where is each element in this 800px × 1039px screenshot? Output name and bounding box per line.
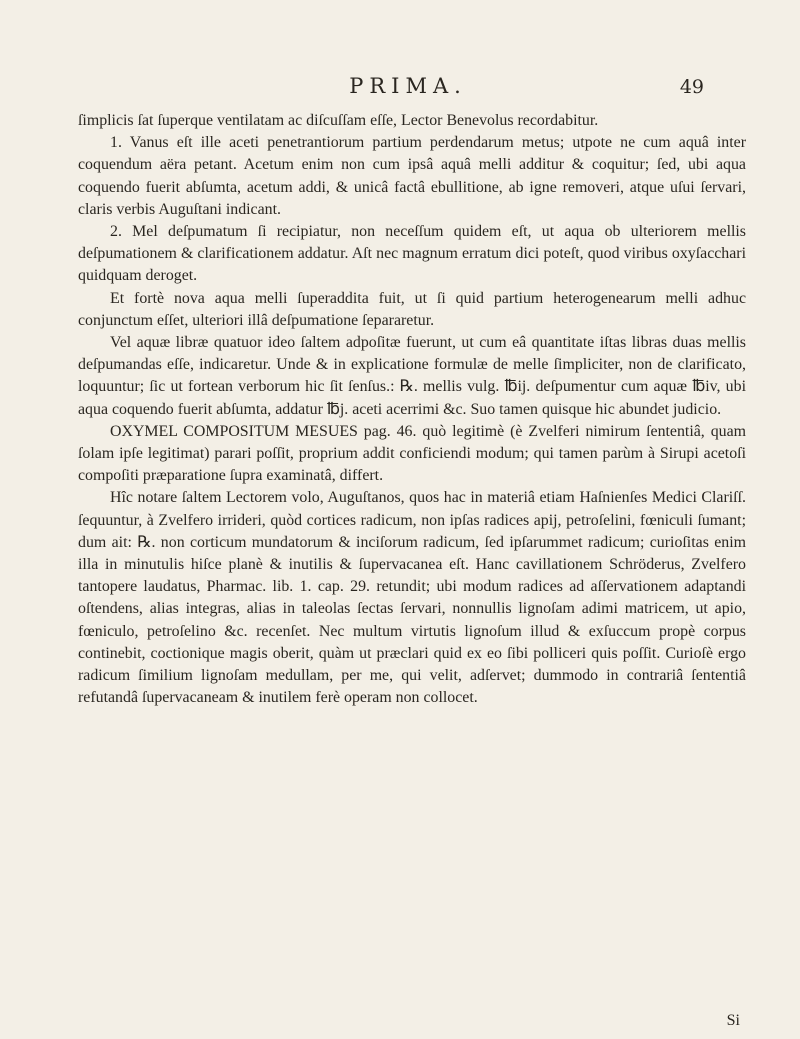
paragraph-2: 2. Mel deſpumatum ſi recipiatur, non neceſſum quidem eſt, ut aqua ob ulteriorem mellis deſpumationem & clarificationem addatur. Aſt nec magnum erratum dici poteſt, quod viribus oxyſacchari quidquam deroget. — [78, 223, 746, 285]
body-text — [78, 110, 746, 709]
paragraph-oxymel: OXYMEL COMPOSITUM MESUES pag. 46. quò legitimè (è Zvelferi nimirum ſententiâ, quam ſolam ipſe legitimat) parari poſſit, proprium addit conficiendi modum; qui tamen parùm à Sirupi acetoſi compoſiti præparatione ſupra examinatâ, differt. — [78, 422, 746, 485]
page-number: 49 — [679, 76, 704, 98]
running-title: PRIMA. — [349, 74, 467, 98]
paragraph-3: Et fortè nova aqua melli ſuperaddita fuit, ut ſi quid partium heterogenearum melli adhuc conjunctum eſſet, ulteriori illâ deſpumatione ſepararetur. — [78, 289, 746, 329]
catchword: Si — [726, 1012, 740, 1029]
paragraph-continuation: ſimplicis ſat ſuperque ventilatam ac diſcuſſam eſſe, Lector Benevolus recordabitur. — [78, 112, 599, 129]
page-header — [96, 74, 720, 104]
paragraph-1: 1. Vanus eſt ille aceti penetrantiorum partium perdendarum metus; utpote ne cum aquâ inter coquendum aëra petant. Acetum enim non cum ipsâ aquâ melli additur & coquitur; ſed, ubi aqua coquendo fuerit abſumta, acetum addi, & unicâ factâ ebullitione, ab igne removeri, atque uſui ſervari, claris verbis Auguſtani indicant. — [78, 134, 746, 218]
paragraph-4: Vel aquæ libræ quatuor ideo ſaltem adpoſitæ fuerunt, ut cum eâ quantitate iſtas libras duas mellis deſpumandas eſſe, indicaretur. Unde & in explicatione formulæ de melle ſimpliciter, non de clarificato, loquuntur; ſic ut fortean verborum hic ſit ſenſus.: ℞. mellis vulg. ℔ij. deſpumentur cum aquæ ℔iv, ubi aqua coquendo fuerit abſumta, addatur ℔j. aceti acerrimi &c. Suo tamen quisque hic abundet judicio. — [78, 334, 746, 418]
paragraph-6: Hîc notare ſaltem Lectorem volo, Auguſtanos, quos hac in materiâ etiam Haſnienſes Medici Clariſſ. ſequuntur, à Zvelfero irrideri, quòd cortices radicum, non ipſas radices apij, petroſelini, fœniculi ſumant; dum ait: ℞. non corticum mundatorum & inciſorum radicum, ſed ipſarummet radicum; curioſitas enim illa in minutulis hiſce planè & inutilis & ſupervacanea eſt. Hanc cavillationem Schröderus, Zvelfero tantopere laudatus, Pharmac. lib. 1. cap. 29. retundit; ubi modum radices ad aſſervationem adaptandi oſtendens, alias integras, alias in taleolas ſectas ſervari, nonnullis lignoſam adimi matricem, ut apio, fœniculo, petroſelino &c. recenſet. Nec multum virtutis lignoſum illud & exſuccum propè corpus continebit, coctionique magis oberit, quàm ut præclari quid ex eo ſibi polliceri quis poſſit. Curioſè ergo radicum ſimilium lignoſam medullam, per me, qui velit, adſervet; dummodo in contrariâ ſententiâ refutandâ ſupervacaneam & inutilem ferè operam non collocet. — [78, 489, 746, 707]
